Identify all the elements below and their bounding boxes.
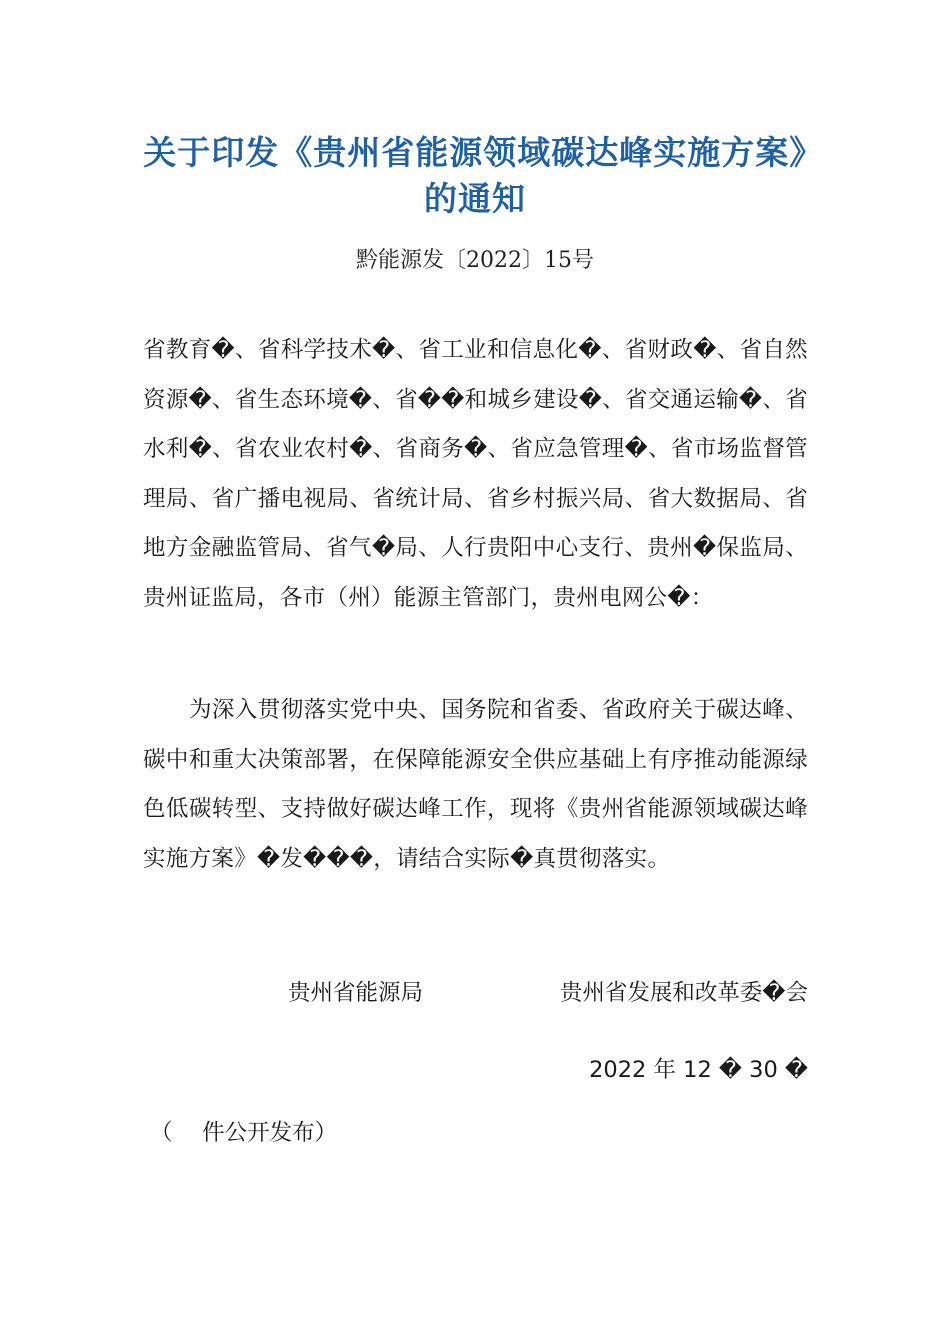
signer-development-reform-commission: 贵州省发展和改革委�会	[559, 980, 808, 1006]
body-paragraph: 为深入贯彻落实党中央、国务院和省委、省政府关于碳达峰、碳中和重大决策部署，在保障能源安全供应基础上有序推动能源绿色低碳转型、支持做好碳达峰工作，现将《贵州省能源领域碳达峰实施方案》�发���，请结合实际�真贯彻落实。	[143, 697, 808, 872]
document-title: 关于印发《贵州省能源领域碳达峰实施方案》的通知	[143, 133, 807, 218]
signature-block	[143, 975, 808, 1015]
issue-date: 2022 年 12 � 30 �	[589, 1057, 808, 1083]
document-number: 黔能源发〔2022〕15号	[356, 248, 594, 273]
signer-energy-bureau: 贵州省能源局	[288, 980, 424, 1006]
recipients-list: 省教育�、省科学技术�、省工业和信息化�、省财政�、省自然资源�、省生态环境�、省��和城乡建设�、省交通运输�、省水利�、省农业农村�、省商务�、省应急管理�、省市场监督管理局、省广播电视局、省统计局、省乡村振兴局、省大数据局、省地方金融监管局、省气�局、人行贵阳中心支行、贵州�保监局、贵州证监局，各市（州）能源主管部门，贵州电网公�：	[143, 337, 808, 611]
publication-note: （ 件公开发布）	[150, 1120, 338, 1146]
